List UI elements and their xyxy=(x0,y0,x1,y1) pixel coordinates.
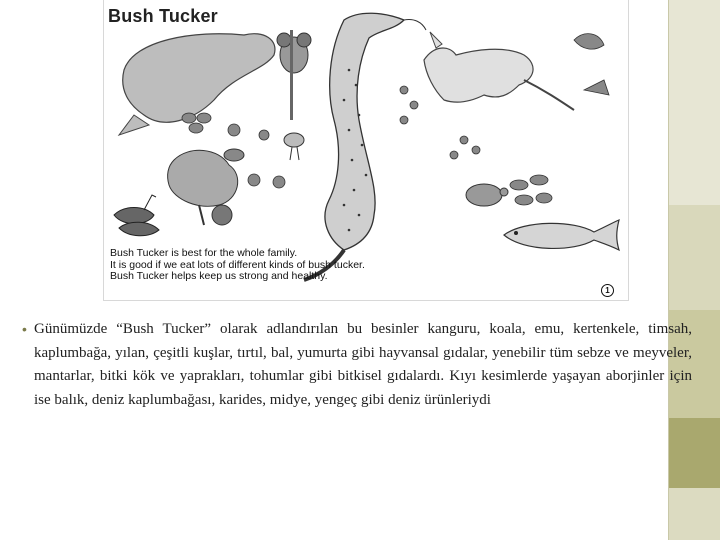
bullet-marker: • xyxy=(22,321,27,337)
turtle-drawing xyxy=(466,184,508,206)
bird-drawing xyxy=(284,133,304,160)
koala-drawing xyxy=(277,30,311,120)
goanna-drawing xyxy=(304,13,426,280)
fish-drawing xyxy=(504,220,619,250)
sidebar-block xyxy=(668,205,720,310)
bullet-paragraph xyxy=(22,318,692,412)
figure-caption xyxy=(110,248,365,283)
bush-tucker-illustration xyxy=(103,0,629,301)
bush-plant-drawing xyxy=(168,150,238,225)
sidebar-divider xyxy=(668,0,669,540)
caption-line: Bush Tucker is best for the whole family. xyxy=(110,247,298,259)
figure-title: Bush Tucker xyxy=(108,6,218,26)
bullet-text: Günümüzde “Bush Tucker” olarak adlandırılan bu besinler kanguru, koala, emu, kertenkele, timsah, kaplumbağa, yılan, çeşitli kuşlar, tırtıl, bal, yumurta gibi hayvansal gıdalar, yenebilir tüm sebze ve meyveler, mantarlar, bitki kök ve yaprakları, tohumlar gibi bitkisel gıdalardı. Kıyı kesimlerde yaşayan aborjinler için ise balık, deniz kaplumbağası, karides, midye, yengeç gibi deniz ürünleriydi xyxy=(34,321,692,408)
sidebar-block xyxy=(668,0,720,205)
sidebar-block xyxy=(668,488,720,540)
crab-drawing xyxy=(224,149,244,161)
sidebar-block xyxy=(668,418,720,488)
kangaroo-drawing xyxy=(424,32,574,110)
page-number-badge: 1 xyxy=(601,284,614,297)
geese-drawing xyxy=(114,195,159,236)
dugong-drawing xyxy=(123,34,275,123)
caption-line: Bush Tucker helps keep us strong and healthy. xyxy=(110,270,328,282)
caption-line: It is good if we eat lots of different kinds of bush tucker. xyxy=(110,258,365,271)
